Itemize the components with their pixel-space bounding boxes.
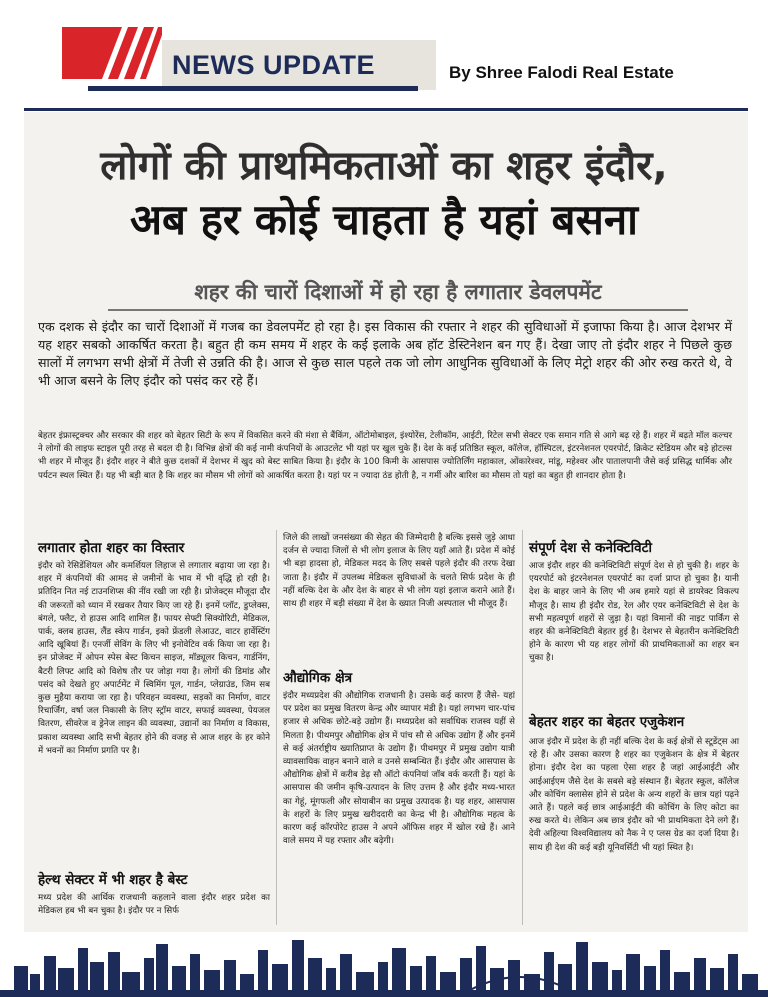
lead-paragraph: बेहतर इंफ्रास्ट्रक्चर और सरकार की शहर को बेहतर सिटी के रूप में विकसित करने की मंशा से बैंकिंग, ऑटोमोबाइल, इंश्योरेंस, टेलीकॉम, आईटी, रिटेल सभी सेक्टर एक समान गति से आगे बढ़ रहे हैं। शहर में बढ़ते मॉल कल्चर ने लोगों की लाइफ स्टाइल पूरी तरह से बदल दी है। विभिन्न क्षेत्रों की कई नामी कंपनियों के आउटलेट भी यहां पर खुल चुके हैं। देश के कई प्रतिष्ठित स्कूल, कॉलेज, हॉस्पिटल, इंटरनेशनल एयरपोर्ट, क्रिकेट स्टेडियम और बड़े होटल्स भी शहर में मौजूद हैं। इंदौर शहर ने बीते कुछ दशकों में देशभर में खुद को बेस्ट साबित किया है। इंदौर के 100 किमी के आसपास ज्योतिर्लिंग महाकाल, ओंकारेश्वर, मांडू, महेश्वर और पातालपानी जैसे कई प्रसिद्ध धार्मिक और पर्यटन स्थल स्थित हैं। यह भी बड़ी बात है कि शहर का मौसम भी लोगों को आकर्षित करता है। यहां पर न ज्यादा ठंड होती है, न गर्मी और बारिश का मौसम तो यहां का बहुत ही शानदार होता है। bbox=[38, 431, 732, 481]
section-body: जिले की लाखों जनसंख्या की सेहत की जिम्मेदारी है बल्कि इससे जुड़े आधा दर्जन से ज्यादा जिलों से भी लोग इलाज के लिए यहाँ आते हैं। प्रदेश में कोई भी बड़ा हादसा हो, मेडिकल मदद के लिए सबसे पहले इंदौर की तरफ देखा जाता है। इंदौर में उपलब्ध मेडिकल सुविधाओं के चलते सिर्फ प्रदेश के ही नहीं बल्कि देश के और देश के बाहर से भी लोग यहां इलाज कराने आते हैं। साथ ही शहर में बड़ी संख्या में देश के ख्यात निजी अस्पताल भी मौजूद हैं। bbox=[283, 533, 515, 610]
byline: By Shree Falodi Real Estate bbox=[449, 63, 674, 82]
city-skyline-icon bbox=[0, 928, 768, 997]
intro-paragraph: एक दशक से इंदौर का चारों दिशाओं में गजब का डेवलपमेंट हो रहा है। इस विकास की रफ्तार ने शहर की सुविधाओं में इजाफा किया है। आज देशभर में यह शहर सबको आकर्षित करता है। बहुत ही कम समय में शहर के कई इलाके अब हॉट डेस्टिनेशन बन गए हैं। देखा जाए तो इंदौर शहर ने पिछले कुछ सालों में लगभग सभी क्षेत्रों में तेजी से उन्नति की है। आज से कुछ साल पहले तक जो लोग आधुनिक सुविधाओं के लिए मेट्रो शहर की ओर रुख करते थे, वे भी आज बसने के लिए इंदौर को पसंद कर रहे हैं। bbox=[38, 319, 732, 388]
header-rule bbox=[24, 108, 748, 111]
column-divider bbox=[276, 530, 277, 925]
subheadline: शहर की चारों दिशाओं में हो रहा है लगातार डेवलपमेंट bbox=[108, 278, 688, 311]
section-body: मध्य प्रदेश की आर्थिक राजधानी कहलाने वाला इंदौर शहर प्रदेश का मेडिकल हब भी बन चुका है। इंदौर पर न सिर्फ bbox=[38, 893, 270, 917]
section-body: आज इंदौर में प्रदेश के ही नहीं बल्कि देश के कई क्षेत्रों से स्टूडेंट्स आ रहे हैं। और उसका कारण है शहर का एजुकेशन के क्षेत्र में बेहतर होना। इंदौर देश का पहला ऐसा शहर है जहां आईआईटी और आईआईएम जैसे देश के सबसे बड़े संस्थान हैं। बेहतर स्कूल, कॉलेज और कोचिंग क्लासेस होने से प्रदेश के अन्य शहरों के छात्र यहां पढ़ने आते हैं। पहले कई छात्र आईआईटी की कोचिंग के लिए कोटा का रुख करते थे। लेकिन अब छात्र इंदौर को भी प्राथमिकता देने लगे हैं। देवी अहिल्या विश्वविद्यालय को नैक ने ए प्लस ग्रेड का दर्जा दिया है। साथ ही देश की कई बड़ी यूनिवर्सिटी भी यहां स्थित है। bbox=[529, 737, 739, 853]
headline-line-2: अब हर कोई चाहता है यहां बसना bbox=[129, 195, 639, 244]
section-body: इंदौर मध्यप्रदेश की औद्योगिक राजधानी है। उसके कई कारण हैं जैसे- यहां पर प्रदेश का प्रमुख वितरण केन्द्र और व्यापार मंडी है। यहां लगभग चार-पांच हजार से अधिक छोटे-बड़े उद्योग हैं। मध्यप्रदेश को सर्वाधिक राजस्व यहीं से मिलता है। पीथमपुर औद्योगिक क्षेत्र में पांच सौ से अधिक उद्योग हैं और इनमें से कई अंतर्राष्ट्रीय ख्यातिप्राप्त के उद्योग हैं। पीथमपुर में प्रमुख उद्योग यात्री व्यावसायिक वाहन बनाने वाले व उनसे सम्बन्धित हैं। इंदौर और आसपास के औद्योगिक क्षेत्रों में करीब डेढ़ सौ ऑटो कंपनियां जॉब वर्क करती हैं। यहां के आसपास की जमीन कृषि-उत्पादन के लिए उत्तम है और इंदौर मध्य-भारत का गेहूं, मूंगफली और सोयाबीन का प्रमुख उत्पादक है। यह शहर, आसपास के शहरों के लिए प्रमुख खरीददारी का केन्द्र भी है। औद्योगिक महत्व के कारण कई कॉरपोरेट हाउस ने अपने ऑफिस शहर में खोल रखे हैं। आने वाले समय में यह रफ्तार और बढ़ेगी। bbox=[283, 691, 515, 847]
column-divider bbox=[522, 530, 523, 925]
section-body: इंदौर को रेसिडेंशियल और कमर्शियल लिहाज से लगातार बढ़ाया जा रहा है। शहर में कंपनियों की आमद से जमीनों के भाव में भी वृद्धि हो रही है। प्रतिदिन नित नई टाउनशिप्स की नींव रखी जा रही है। प्रोजेक्ट्स मौजूदा दौर की जरूरतों को ध्यान में रखकर तैयार किए जा रहे हैं। इनमें प्लॉट, डुप्लेक्स, बंगले, फ्लैट, रो हाउस आदि शामिल हैं। फायर सेफ्टी सिक्योरिटी, मेडिकल, पार्क, क्लब हाउस, लैंड स्केप गार्डन, इको फ्रेंडली लेआउट, वाटर हार्वेस्टिंग आदि खूबियां हैं। एनर्जी सेविंग के लिए भी इनोवेटिव वर्क किया जा रहा है। इन प्रोजेक्ट में ओपन स्पेस बेस्ट किचन साइज, मॉड्यूलर किचन, गार्डनिंग, बैटरी लिफ्ट आदि को विशेष तौर पर जोड़ा गया है। लोगों की डिमांड और पसंद को देखते हुए अपार्टमेंट में स्विमिंग पूल, गार्डन, प्लेग्राउंड, जिम सब कुछ मुहैया कराया जा रहा है। परिवहन व्यवस्था, सड़कों का निर्माण, वाटर रिचार्जिंग, वर्षा जल निकासी के लिए स्ट्रॉम वाटर, सफाई व्यवस्था, पेयजल वितरण, सीवरेज व ड्रेनेज लाइन की व्यवस्था, उद्यानों का निर्माण व विकास, प्रकाश व्यवस्था आदि सभी बेहतर होने की वजह से आज शहर के हर कोने में भवनों का निर्माण प्रगति पर है। bbox=[38, 561, 270, 756]
section-heading: औद्योगिक क्षेत्र bbox=[283, 670, 353, 686]
news-update-title: NEWS UPDATE bbox=[172, 50, 376, 80]
section-heading: बेहतर शहर का बेहतर एजुकेशन bbox=[529, 714, 685, 730]
section-body: आज इंदौर शहर की कनेक्टिविटी संपूर्ण देश से हो चुकी है। शहर के एयरपोर्ट को इंटरनेशनल एयरपोर्ट का दर्जा प्राप्त हो चुका है। यानी देश के बाहर जाने के लिए भी अब हमारे यहां से डायरेक्ट विकल्प मौजूद है। साथ ही इंदौर रोड, रेल और एयर कनेक्टिविटी से देश के सभी महत्वपूर्ण शहरों से जुड़ा है। यहां विमानों की नाइट पार्किंग से शहर की कनेक्टिविटी बेहतर हुई है। देशभर से बेहतरीन कनेक्टिविटी होने के कारण भी यह शहर लोगों की प्राथमिकताओं का शहर बन चुका है। bbox=[529, 561, 739, 664]
section-heading: लगातार होता शहर का विस्तार bbox=[38, 540, 185, 556]
red-stripes-logo bbox=[62, 27, 162, 79]
section-heading: हेल्थ सेक्टर में भी शहर है बेस्ट bbox=[38, 872, 188, 888]
headline-line-1: लोगों की प्राथमिकताओं का शहर इंदौर, bbox=[100, 143, 668, 189]
section-heading: संपूर्ण देश से कनेक्टिविटी bbox=[529, 540, 652, 556]
badge-underline bbox=[88, 86, 418, 91]
